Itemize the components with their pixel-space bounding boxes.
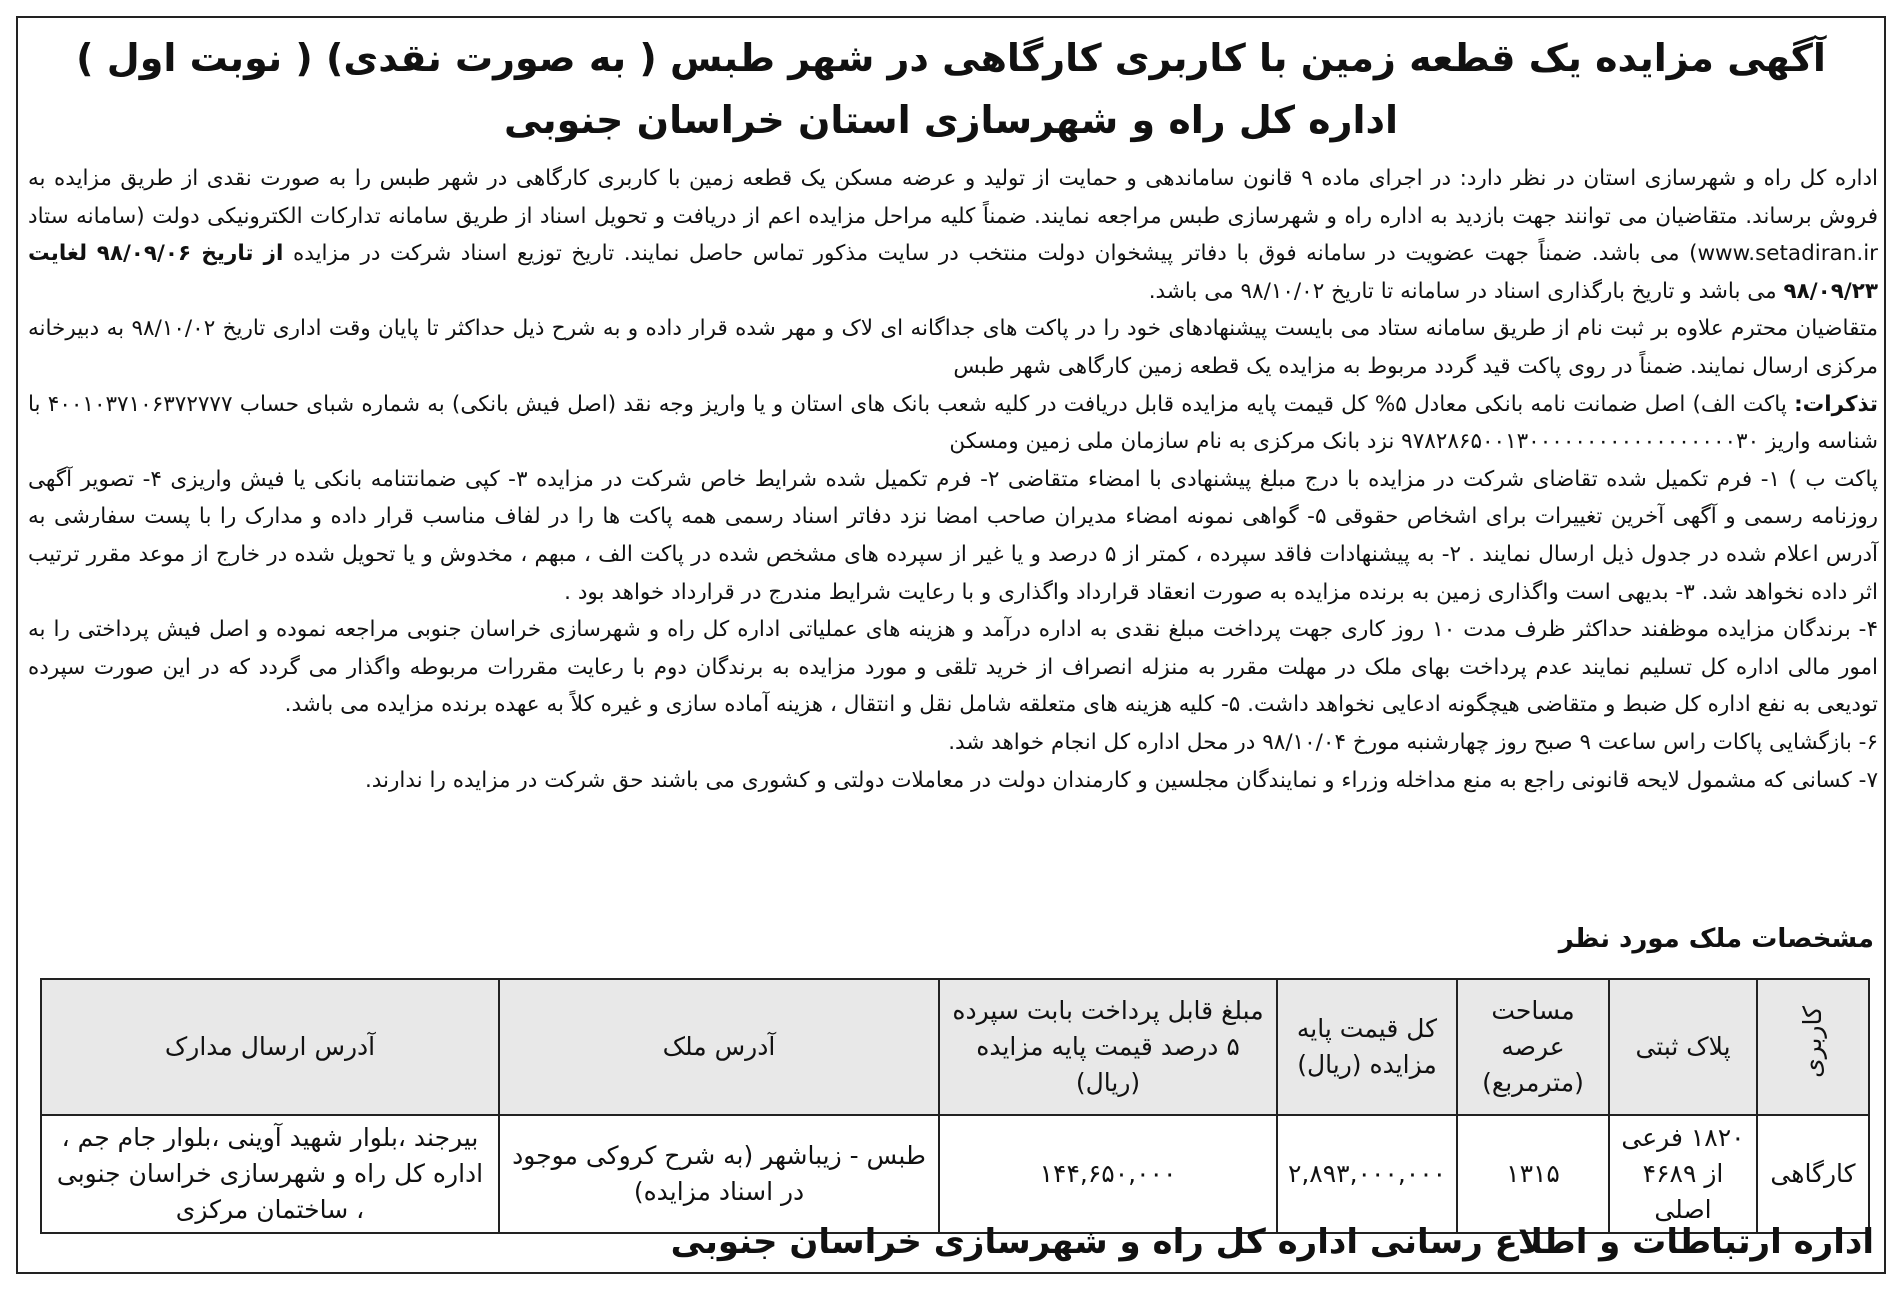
cell-base-price: ۲,۸۹۳,۰۰۰,۰۰۰	[1277, 1115, 1457, 1233]
table-row	[41, 1115, 1869, 1233]
table-header-row	[41, 979, 1869, 1115]
intro-text: اداره کل راه و شهرسازی استان در نظر دارد: در اجرای ماده ۹ قانون ساماندهی و حمایت از تولید و عرضه مسکن یک قطعه زمین با کاربری کارگاهی در شهر طبس را به صورت نقدی از طریق مزایده به فروش برساند. متقاضیان می توانند جهت بازدید به اداره راه و شهرسازی طبس مراجعه نمایند. ضمناً کلیه مراحل مزایده اعم از دریافت و تحویل اسناد از طریق سامانه تدارکات الکترونیکی دولت (سامانه ستاد	[28, 166, 1879, 229]
date-to: لغایت ۹۸/۰۹/۲۳	[28, 241, 1878, 304]
header-deposit: مبلغ قابل پرداخت بابت سپرده ۵ درصد قیمت پایه مزایده (ریال)	[939, 979, 1277, 1115]
notice-body	[28, 160, 1878, 799]
spec-heading: مشخصات ملک مورد نظر	[1558, 924, 1874, 954]
footer-signature: اداره ارتباطات و اطلاع رسانی اداره کل راه و شهرسازی خراسان جنوبی	[670, 1222, 1874, 1262]
cell-mailing-address: بیرجند ،بلوار شهید آوینی ،بلوار جام جم ، اداره کل راه و شهرسازی خراسان جنوبی ، ساختمان مرکزی	[41, 1115, 499, 1233]
item-4-paragraph: ۴- برندگان مزایده موظفند حداکثر ظرف مدت ۱۰ روز کاری جهت پرداخت مبلغ نقدی به اداره درآمد و هزینه های عملیاتی اداره کل راه و شهرسازی خراسان جنوبی مراجعه نموده و اصل فیش پرداختی را به امور مالی اداره کل تسلیم نمایند عدم پرداخت بهای ملک در مهلت مقرر به منزله انصراف از خرید تلقی و مورد مزایده به برندگان دوم با رعایت مقررات مربوطه واگذار می گردد که در این صورت سپرده تودیعی به نفع اداره کل ضبط و متقاضی هیچگونه ادعایی نخواهد داشت. ۵- کلیه هزینه های متعلقه شامل نقل و انتقال ، هزینه آماده سازی و غیره کلاً به عهده برنده مزایده می باشد.	[28, 617, 1878, 718]
intro-paragraph	[28, 160, 1878, 310]
header-usage: کاربری	[1757, 979, 1869, 1115]
intro-text-2: می باشد. ضمناً جهت عضویت در سامانه فوق با دفاتر پیشخوان دولت منتخب در سایت مذکور تماس حاصل نمایند. تاریخ توزیع اسناد شرکت در مزایده	[293, 241, 1680, 267]
cell-plate: ۱۸۲۰ فرعی از ۴۶۸۹ اصلی	[1609, 1115, 1757, 1233]
header-plate: پلاک ثبتی	[1609, 979, 1757, 1115]
notes-label: تذکرات:	[1794, 391, 1879, 417]
organization-name: اداره کل راه و شهرسازی استان خراسان جنوبی	[503, 98, 1399, 142]
header-area: مساحت عرصه (مترمربع)	[1457, 979, 1609, 1115]
notice-title: آگهی مزایده یک قطعه زمین با کاربری کارگاهی در شهر طبس ( به صورت نقدی) ( نوبت اول )	[76, 36, 1826, 80]
cell-deposit: ۱۴۴,۶۵۰,۰۰۰	[939, 1115, 1277, 1233]
pack-a-text: پاکت الف) اصل ضمانت نامه بانکی معادل ۵% کل قیمت پایه مزایده قابل دریافت در کلیه شعب بانک های استان و یا واریز وجه نقد (اصل فیش بانکی) به شماره شبای حساب ۴۰۰۱۰۳۷۱۰۶۳۷۲۷۷۷ با شناسه واریز ۹۷۸۲۸۶۵۰۰۱۳۰۰۰۰۰۰۰۰۰۰۰۰۰۰۰۰۰۰۳۰ نزد بانک مرکزی به نام سازمان ملی زمین ومسکن	[28, 391, 1878, 455]
item-7-paragraph: ۷- کسانی که مشمول لایحه قانونی راجع به منع مداخله وزراء و نمایندگان مجلسین و کارمندان دولت در معاملات دولتی و کشوری می باشند حق شرکت در مزایده را ندارند.	[364, 767, 1878, 793]
property-spec-table	[40, 978, 1870, 1234]
submission-paragraph: متقاضیان محترم علاوه بر ثبت نام از طریق سامانه ستاد می بایست پیشنهادهای خود را در پاکت های جداگانه ای لاک و مهر شده قرار داده و به شرح ذیل حداکثر تا پایان وقت اداری تاریخ ۹۸/۱۰/۰۲ به دبیرخانه مرکزی ارسال نمایند. ضمناً در روی پاکت قید گردد مربوط به مزایده یک قطعه زمین کارگاهی شهر طبس	[28, 316, 1878, 379]
cell-usage: کارگاهی	[1757, 1115, 1869, 1233]
date-from: از تاریخ ۹۸/۰۹/۰۶	[96, 241, 284, 267]
cell-area: ۱۳۱۵	[1457, 1115, 1609, 1233]
pack-b-paragraph: پاکت ب ) ۱- فرم تکمیل شده تقاضای شرکت در مزایده با درج مبلغ پیشنهادی با امضاء متقاضی ۲- فرم تکمیل شده شرایط خاص شرکت در مزایده ۳- کپی ضمانتنامه بانکی یا فیش واریزی ۴- تصویر آگهی روزنامه رسمی و آگهی آخرین تغییرات برای اشخاص حقوقی ۵- گواهی نمونه امضاء مدیران صاحب امضا نزد دفاتر اسناد رسمی همه پاکت ها را در لفاف مناسب قرار داده و مدارک را با پست سفارشی به آدرس اعلام شده در جدول ذیل ارسال نمایند . ۲- به پیشنهادات فاقد سپرده ، کمتر از ۵ درصد و یا غیر از سپرده های مشخص شده در پاکت الف ، مبهم ، مخدوش و یا تحویل شده در خارج از موعد مقرر ترتیب اثر داده نخواهد شد. ۳- بدیهی است واگذاری زمین به برنده مزایده به صورت انعقاد قرارداد واگذاری و با رعایت شرایط مندرج در قرارداد خواهد بود .	[28, 466, 1878, 605]
item-6-paragraph: ۶- بازگشایی پاکات راس ساعت ۹ صبح روز چهارشنبه مورخ ۹۸/۱۰/۰۴ در محل اداره کل انجام خواهد شد.	[948, 729, 1878, 755]
header-mailing-address: آدرس ارسال مدارک	[41, 979, 499, 1115]
header-property-address: آدرس ملک	[499, 979, 939, 1115]
intro-text-3: می باشد و تاریخ بارگذاری اسناد در سامانه تا تاریخ ۹۸/۱۰/۰۲ می باشد.	[1148, 278, 1777, 304]
website-link: (www.setadiran.ir	[1689, 241, 1879, 267]
pack-a-paragraph	[28, 386, 1878, 461]
header-base-price: کل قیمت پایه مزایده (ریال)	[1277, 979, 1457, 1115]
cell-property-address: طبس - زیباشهر (به شرح کروکی موجود در اسناد مزایده)	[499, 1115, 939, 1233]
